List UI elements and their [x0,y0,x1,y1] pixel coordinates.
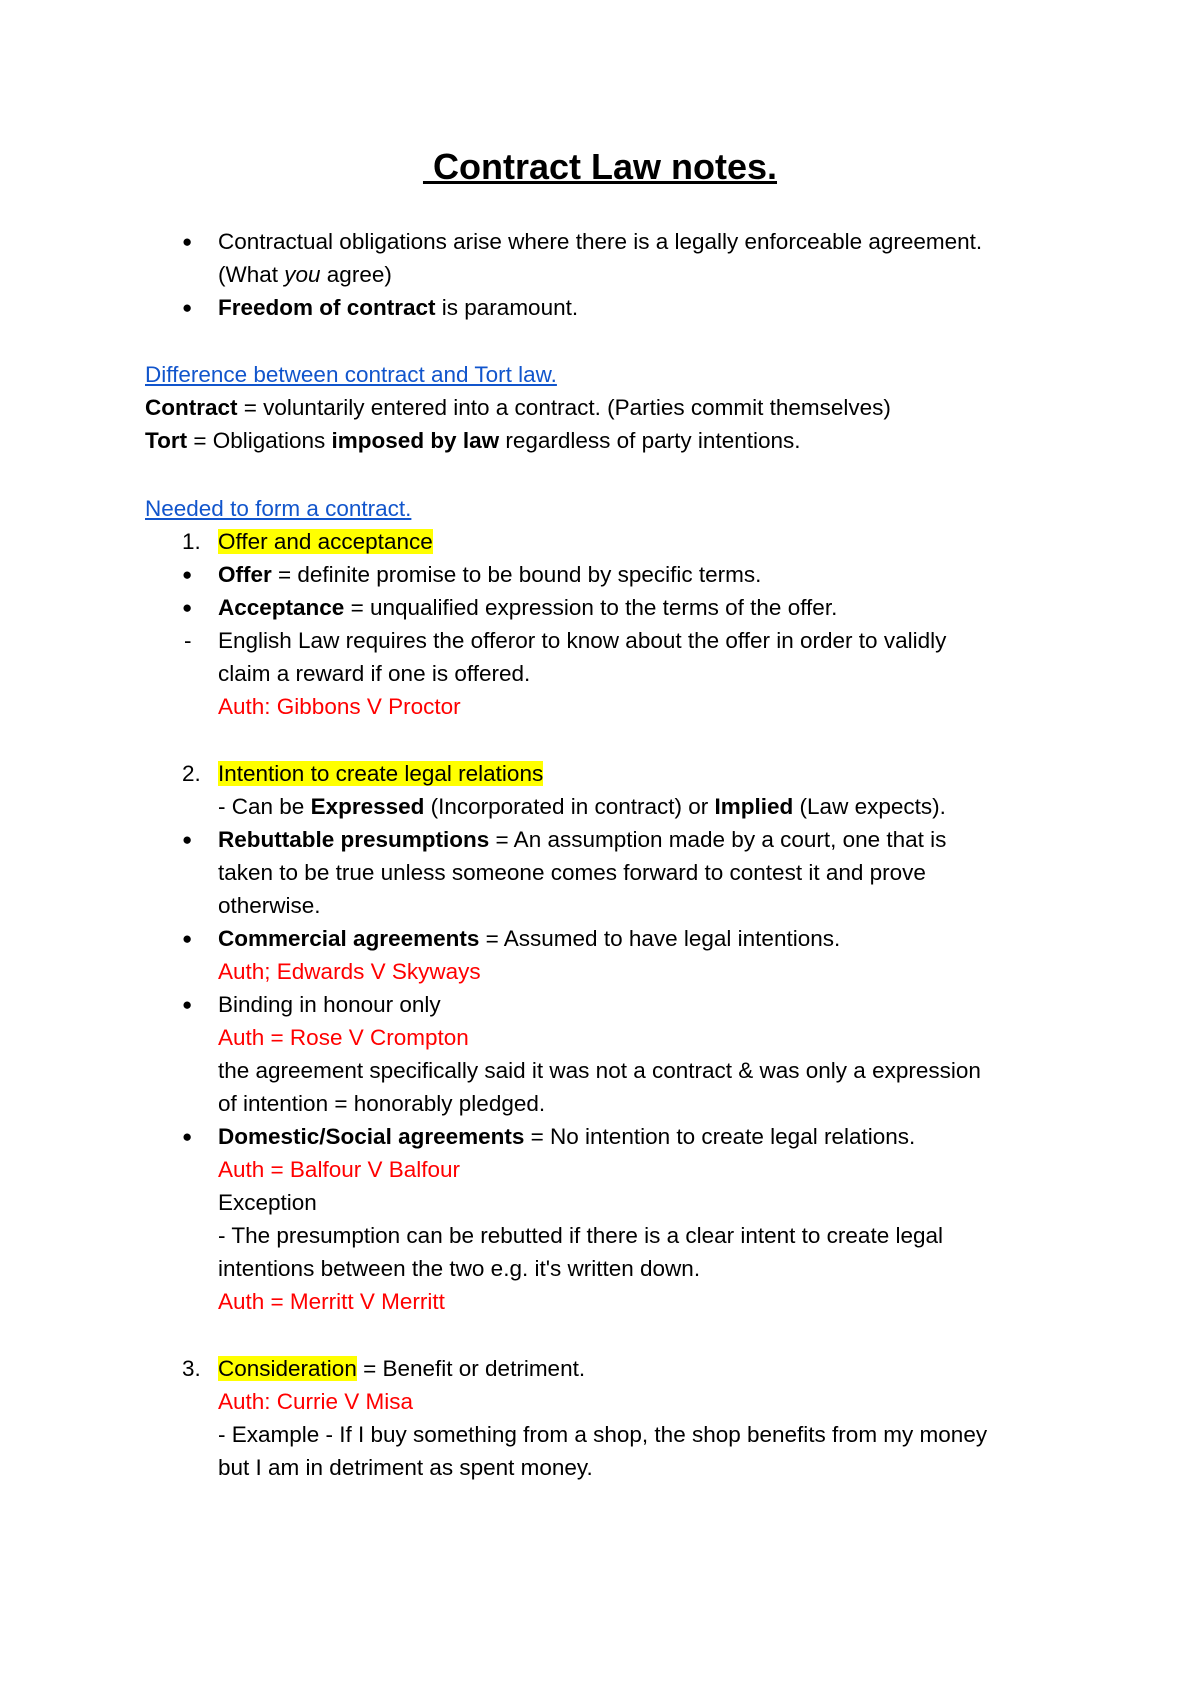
list-number: 3. [182,1356,201,1381]
authority-edwards: Auth; Edwards V Skyways [218,959,481,984]
text-run: = voluntarily entered into a contract. (Parties commit themselves) [237,395,891,420]
offer-definition [218,558,761,591]
intro-bullet-1-line-1: Contractual obligations arise where there is a legally enforceable agreement. [218,229,983,254]
exception-label: Exception [218,1190,317,1215]
text-run: is paramount. [435,295,579,320]
bold-term: Domestic/Social agreements [218,1124,525,1149]
domestic-agreements [218,1120,915,1153]
text-run: regardless of party intentions. [499,428,801,453]
binding-line-1: the agreement specifically said it was not a contract & was only a expression [218,1058,981,1083]
bold-term: Tort [145,428,188,453]
example-line-1: - Example - If I buy something from a shop, the shop benefits from my money [218,1422,988,1447]
highlighted-heading: Consideration [218,1356,357,1381]
bold-term: Acceptance [218,595,345,620]
section-2-title [218,757,543,790]
bold-term: Expressed [310,794,425,819]
italic-text: you [284,262,321,287]
intro-bullet-1-line-2 [218,258,392,291]
text-run: - Can be [218,794,311,819]
authority-rose: Auth = Rose V Crompton [218,1025,469,1050]
english-law-line-2: claim a reward if one is offered. [218,661,531,686]
rebuttable-line-2: taken to be true unless someone comes forward to contest it and prove [218,860,926,885]
text-run: = Benefit or detriment. [356,1356,586,1381]
list-number: 2. [182,761,201,786]
example-line-2: but I am in detriment as spent money. [218,1455,593,1480]
bullet-dot: ● [182,565,193,584]
section-3-title [218,1352,585,1385]
bullet-dot: ● [182,598,193,617]
rebuttable-line-1 [218,823,946,856]
authority-merritt: Auth = Merritt V Merritt [218,1289,445,1314]
bold-term: Freedom of contract [218,295,436,320]
bold-term: Rebuttable presumptions [218,827,490,852]
acceptance-definition [218,591,837,624]
authority-gibbons: Auth: Gibbons V Proctor [218,694,461,719]
text-run: agree) [320,262,392,287]
highlighted-heading: Intention to create legal relations [218,761,544,786]
bullet-dot: ● [182,929,193,948]
bold-term: Implied [714,794,794,819]
bullet-dot: ● [182,995,193,1014]
bold-term: Offer [218,562,272,587]
authority-currie: Auth: Currie V Misa [218,1389,414,1414]
difference-heading-link[interactable]: Difference between contract and Tort law. [145,362,557,387]
text-run: = No intention to create legal relations. [524,1124,916,1149]
text-run: = An assumption made by a court, one that is [489,827,947,852]
english-law-line-1: English Law requires the offeror to know about the offer in order to validly [218,628,947,653]
authority-balfour: Auth = Balfour V Balfour [218,1157,461,1182]
needed-heading-link[interactable]: Needed to form a contract. [145,496,412,521]
bullet-dot: ● [182,232,193,251]
text-run: (What [218,262,285,287]
text-run: (Incorporated in contract) or [424,794,715,819]
bold-term: Commercial agreements [218,926,480,951]
binding-line-2: of intention = honorably pledged. [218,1091,546,1116]
highlighted-heading: Offer and acceptance [218,529,433,554]
exception-line-2: intentions between the two e.g. it's written down. [218,1256,701,1281]
intro-bullet-2 [218,291,578,324]
bold-term: Contract [145,395,238,420]
dash-marker: - [184,628,192,653]
section-2-subline [218,790,946,823]
contract-definition [145,391,891,424]
bold-term: imposed by law [331,428,500,453]
bullet-dot: ● [182,1127,193,1146]
text-run: = definite promise to be bound by specific terms. [271,562,762,587]
binding-honour: Binding in honour only [218,992,441,1017]
list-number: 1. [182,529,201,554]
text-run: = Obligations [187,428,332,453]
text-run: = Assumed to have legal intentions. [479,926,841,951]
commercial-agreements [218,922,840,955]
tort-definition [145,424,801,457]
text-run: (Law expects). [793,794,946,819]
rebuttable-line-3: otherwise. [218,893,321,918]
bullet-dot: ● [182,298,193,317]
exception-line-1: - The presumption can be rebutted if there is a clear intent to create legal [218,1223,943,1248]
section-1-title [218,525,433,558]
text-run: = unqualified expression to the terms of the offer. [344,595,838,620]
bullet-dot: ● [182,830,193,849]
page-title: Contract Law notes. [422,146,778,187]
